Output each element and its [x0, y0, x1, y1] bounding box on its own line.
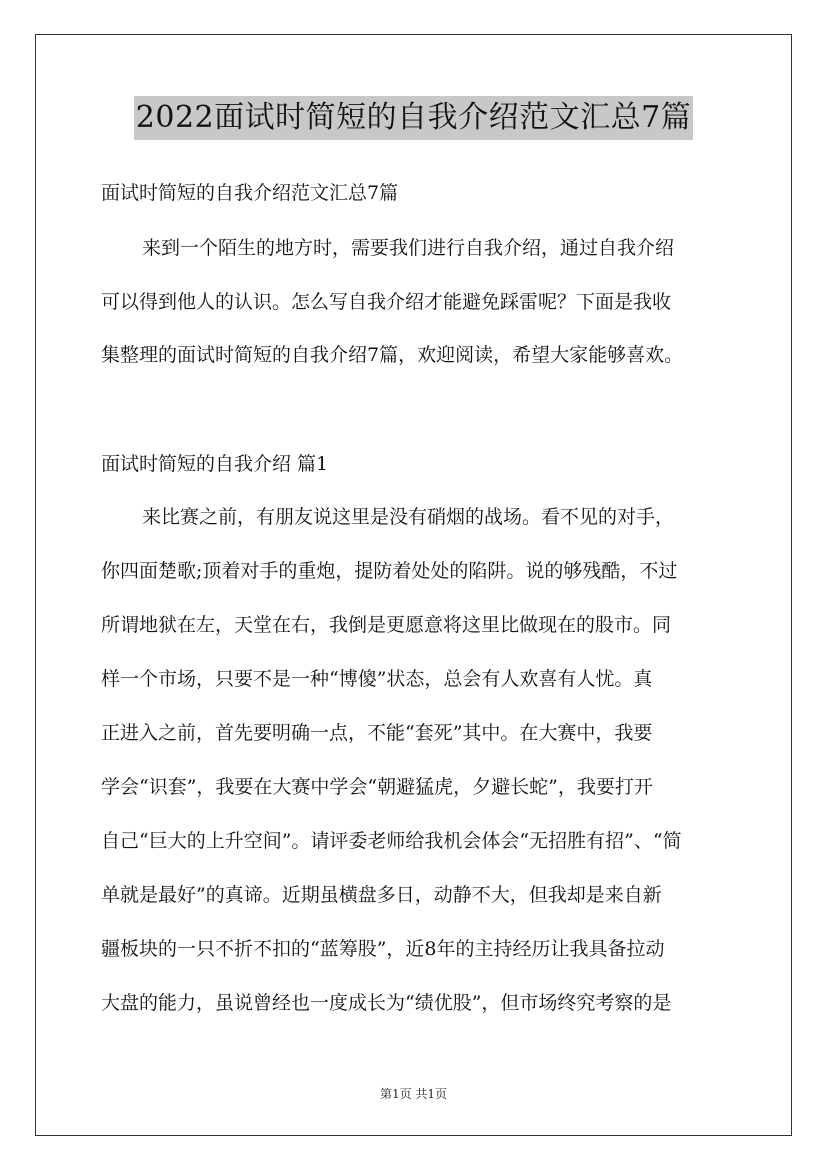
- document-title: 2022面试时简短的自我介绍范文汇总7篇: [134, 96, 693, 140]
- body-line-7: 自己“巨大的上升空间”。请评委老师给我机会体会“无招胜有招”、“简: [101, 830, 682, 852]
- section-heading: 面试时简短的自我介绍 篇1: [101, 453, 329, 475]
- intro-line-1: 来到一个陌生的地方时，需要我们进行自我介绍，通过自我介绍: [142, 237, 675, 259]
- body-line-8: 单就是最好”的真谛。近期虽横盘多日，动静不大，但我却是来自新: [101, 884, 662, 906]
- title-container: [0, 96, 827, 140]
- body-line-10: 大盘的能力，虽说曾经也一度成长为“绩优股”，但市场终究考察的是: [101, 992, 672, 1014]
- body-line-6: 学会“识套”，我要在大赛中学会“朝避猛虎，夕避长蛇”，我要打开: [101, 776, 653, 798]
- intro-line-3: 集整理的面试时简短的自我介绍7篇，欢迎阅读，希望大家能够喜欢。: [101, 344, 684, 366]
- body-line-9: 疆板块的一只不折不扣的“蓝筹股”，近8年的主持经历让我具备拉动: [101, 938, 665, 960]
- document-subtitle: 面试时简短的自我介绍范文汇总7篇: [101, 182, 399, 204]
- body-line-1: 来比赛之前，有朋友说这里是没有硝烟的战场。看不见的对手，: [142, 506, 675, 528]
- body-line-4: 样一个市场，只要不是一种“博傻”状态，总会有人欢喜有人忧。真: [101, 668, 653, 690]
- body-line-2: 你四面楚歌;顶着对手的重炮，提防着处处的陷阱。说的够残酷，不过: [101, 560, 678, 582]
- body-line-3: 所谓地狱在左，天堂在右，我倒是更愿意将这里比做现在的股市。同: [101, 614, 672, 636]
- intro-line-2: 可以得到他人的认识。怎么写自我介绍才能避免踩雷呢？下面是我收: [101, 291, 672, 313]
- body-line-5: 正进入之前，首先要明确一点，不能“套死”其中。在大赛中，我要: [101, 722, 653, 744]
- page-footer: 第1页 共1页: [379, 1087, 448, 1101]
